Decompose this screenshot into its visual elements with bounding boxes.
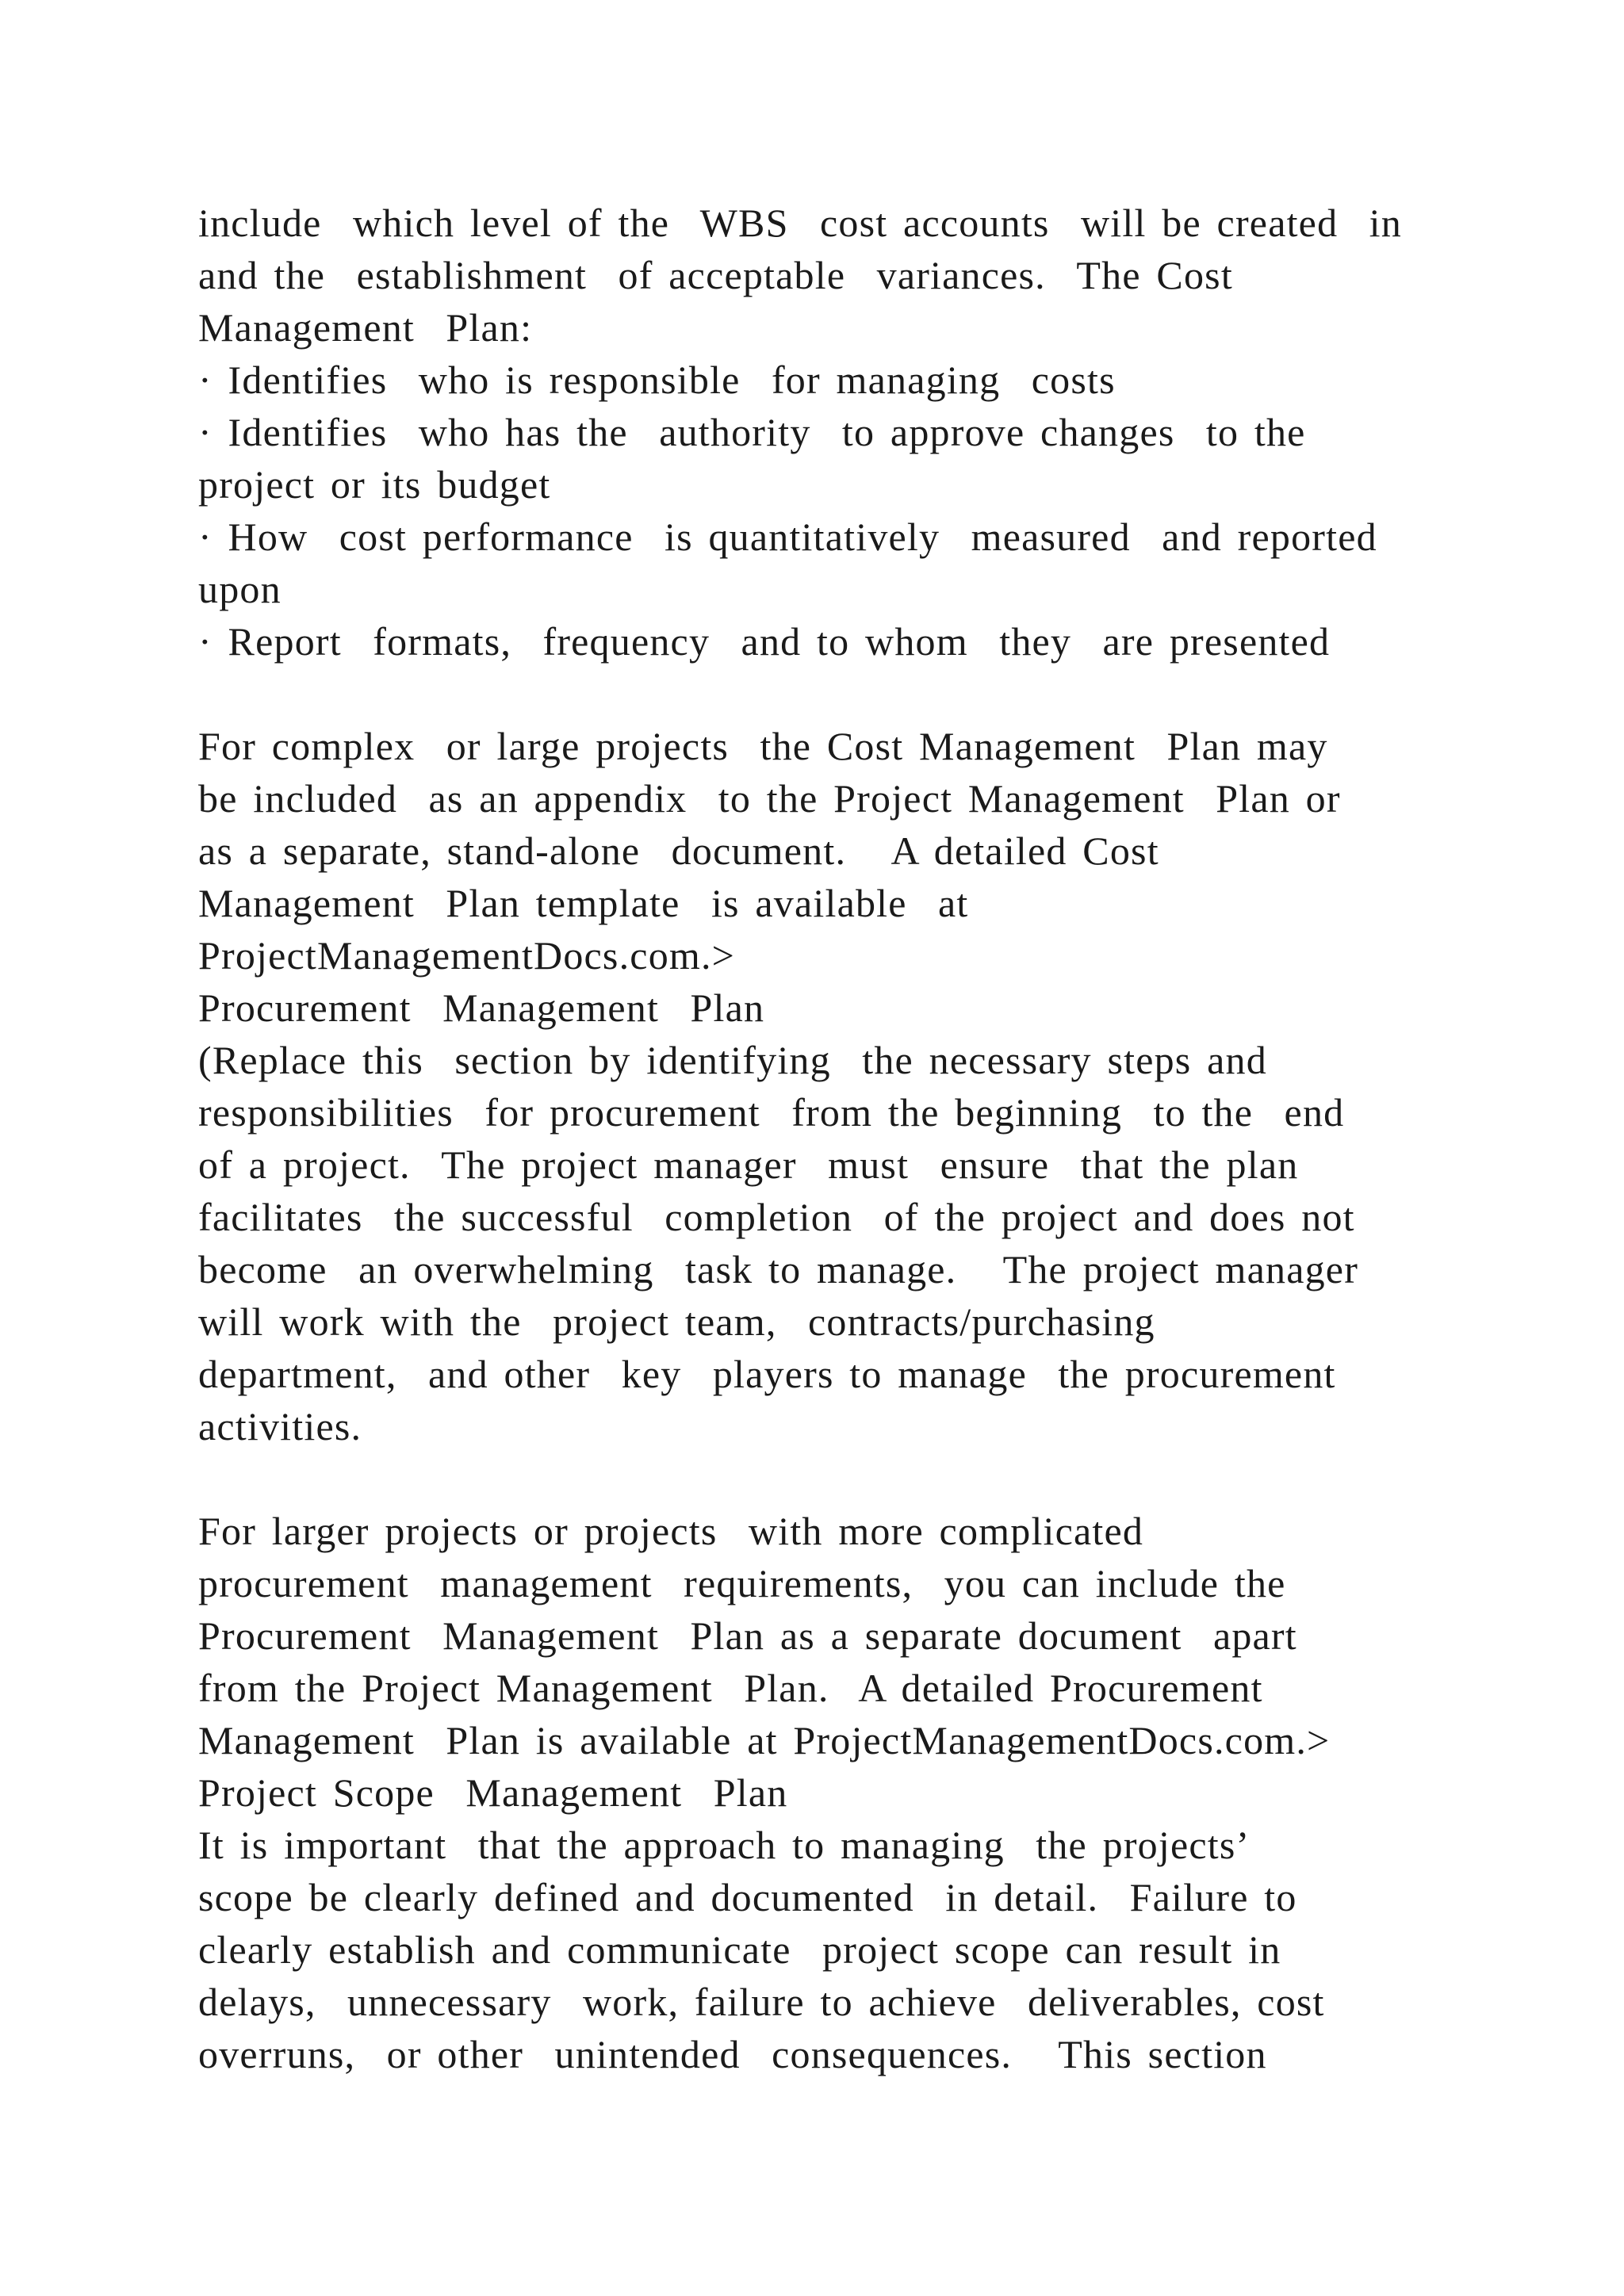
text-line: clearly establish and communicate project scope can result in — [198, 1927, 1281, 1972]
text-line: as a separate, stand-alone document. A detailed Cost — [198, 828, 1159, 873]
text-line: be included as an appendix to the Project Management Plan or — [198, 776, 1341, 821]
text-line: For complex or large projects the Cost Management Plan may — [198, 724, 1328, 768]
text-line: Management Plan template is available at — [198, 881, 969, 925]
text-line: become an overwhelming task to manage. The project manager — [198, 1247, 1359, 1292]
text-line: For larger projects or projects with more complicated — [198, 1509, 1144, 1553]
text-line: ProjectManagementDocs.com.> — [198, 933, 736, 978]
text-line: department, and other key players to manage the procurement — [198, 1352, 1336, 1396]
section-heading: Project Scope Management Plan — [198, 1770, 788, 1815]
bullet-item: · Report formats, frequency and to whom they are presented — [198, 619, 1331, 664]
text-line: scope be clearly defined and documented in detail. Failure to — [198, 1875, 1297, 1919]
bullet-item: · How cost performance is quantitatively measured and reported — [198, 515, 1377, 559]
text-line: of a project. The project manager must ensure that the plan — [198, 1142, 1299, 1187]
text-line: from the Project Management Plan. A detailed Procurement — [198, 1666, 1263, 1710]
text-line: delays, unnecessary work, failure to achieve deliverables, cost — [198, 1980, 1325, 2024]
text-line: upon — [198, 567, 282, 611]
text-line: overruns, or other unintended consequences. This section — [198, 2032, 1267, 2076]
section-heading: Procurement Management Plan — [198, 985, 765, 1030]
text-line: Management Plan: — [198, 305, 533, 350]
text-line: responsibilities for procurement from the beginning to the end — [198, 1090, 1345, 1135]
text-line: Procurement Management Plan as a separate document apart — [198, 1613, 1297, 1658]
text-line: procurement management requirements, you can include the — [198, 1561, 1286, 1605]
text-line: and the establishment of acceptable variances. The Cost — [198, 253, 1233, 297]
document-body — [198, 197, 1483, 2080]
text-line: facilitates the successful completion of the project and does not — [198, 1195, 1355, 1239]
bullet-item: · Identifies who has the authority to approve changes to the — [198, 410, 1306, 454]
text-line: Management Plan is available at ProjectManagementDocs.com.> — [198, 1718, 1331, 1762]
text-line: include which level of the WBS cost accounts will be created in — [198, 201, 1402, 245]
text-line: (Replace this section by identifying the necessary steps and — [198, 1038, 1267, 1082]
blank-line — [198, 668, 1483, 720]
text-line: It is important that the approach to managing the projects’ — [198, 1823, 1251, 1867]
text-line: project or its budget — [198, 462, 551, 507]
text-line: activities. — [198, 1404, 362, 1448]
blank-line — [198, 1452, 1483, 1505]
text-line: will work with the project team, contracts/purchasing — [198, 1299, 1155, 1344]
bullet-item: · Identifies who is responsible for managing costs — [198, 358, 1116, 402]
